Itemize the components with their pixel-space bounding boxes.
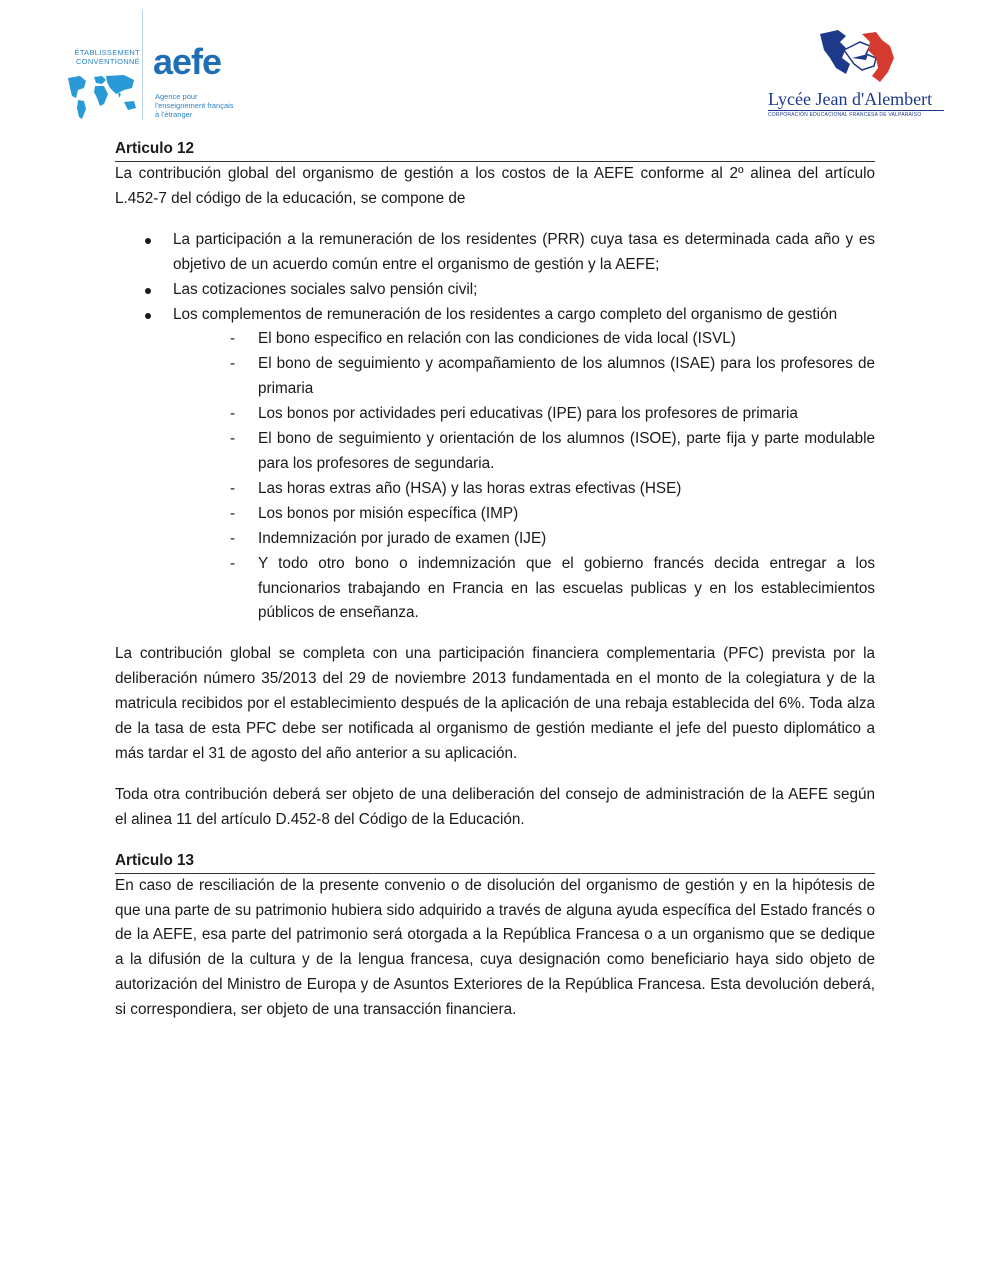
dash-icon: - (230, 529, 236, 547)
list-item (115, 527, 875, 552)
etablissement-label (58, 48, 140, 66)
list-item (115, 502, 875, 527)
bullet-text: Las cotizaciones sociales salvo pensión civil; (173, 280, 478, 298)
sub-item-text: Los bonos por misión específica (IMP) (258, 504, 519, 522)
sub-item-text: Las horas extras año (HSA) y las horas extras efectivas (HSE) (258, 479, 682, 497)
spacer (115, 833, 875, 849)
dash-icon: - (230, 355, 236, 373)
lycee-name: Lycée Jean d'Alembert (768, 89, 933, 109)
lycee-emblem-icon (816, 28, 900, 86)
aefe-logo (58, 10, 248, 122)
list-item (115, 327, 875, 352)
etablissement-line-2: CONVENTIONNÉ (75, 57, 140, 66)
bullet-text: Los complementos de remuneración de los residentes a cargo completo del organismo de gestión (173, 305, 838, 323)
article-12-intro: La contribución global del organismo de gestión a los costos de la AEFE conforme al 2º alinea del artículo L.452-7 del código de la educación, se compone de (115, 165, 875, 207)
lycee-subtitle: CORPORACIÓN EDUCACIONAL FRANCESA DE VALPARAÍSO (768, 112, 922, 118)
dash-icon: - (230, 430, 236, 448)
article-12-heading: Articulo 12 (115, 137, 875, 162)
sub-item-text: Indemnización por jurado de examen (IJE) (258, 529, 547, 547)
document-body (115, 137, 875, 1023)
aefe-tagline (155, 92, 234, 119)
article-12-other-paragraph: Toda otra contribución deberá ser objeto de una deliberación del consejo de administración de la AEFE según el alinea 11 del artículo D.452-8 del Código de la Educación. (115, 785, 875, 828)
sub-item-text: El bono de seguimiento y acompañamiento de los alumnos (ISAE) para los profesores de primaria (258, 355, 875, 398)
spacer (115, 626, 875, 642)
dash-icon: - (230, 504, 236, 522)
bullet-icon (145, 288, 151, 294)
lycee-logo (764, 28, 949, 120)
list-item (115, 552, 875, 627)
dash-icon: - (230, 554, 236, 572)
list-item (115, 228, 875, 278)
article-12-pfc-paragraph: La contribución global se completa con una participación financiera complementaria (PFC) prevista por la deliberación número 35/2013 del 29 de noviembre 2013 fundamentada en el monto de la colegiatura y de la matricula recibidos por el establecimiento después de la aplicación de una rebaja establecida del 6%. Toda alza de la tasa de esta PFC debe ser notificada al organismo de gestión mediante el jefe del puesto diplomático a más tardar el 31 de agosto del año anterior a su aplicación. (115, 645, 875, 762)
tagline-line-2: l'enseignement français (155, 101, 234, 110)
list-item (115, 427, 875, 477)
article-12-sub-list (115, 327, 875, 626)
bullet-icon (145, 313, 151, 319)
list-item (115, 477, 875, 502)
logo-divider (142, 10, 143, 120)
world-map-icon (62, 72, 142, 124)
spacer (115, 767, 875, 783)
article-12-bullet-list (115, 228, 875, 328)
dash-icon: - (230, 405, 236, 423)
tagline-line-1: Agence pour (155, 92, 198, 101)
list-item (115, 402, 875, 427)
etablissement-line-1: ÉTABLISSEMENT (74, 48, 140, 57)
sub-item-text: El bono de seguimiento y orientación de los alumnos (ISOE), parte fija y parte modulable para los profesores de segundaria. (258, 430, 875, 472)
aefe-brand: aefe (153, 41, 222, 82)
tagline-line-3: à l'étranger (155, 110, 193, 119)
article-13-heading: Articulo 13 (115, 849, 875, 874)
list-item (115, 352, 875, 402)
sub-item-text: Los bonos por actividades peri educativas (IPE) para los profesores de primaria (258, 405, 798, 423)
article-13-body: En caso de resciliación de la presente convenio o de disolución del organismo de gestión y en la hipótesis de que una parte de su patrimonio hubiera sido adquirido a través de alguna ayuda específica del Estado francés o de la AEFE, esa parte del patrimonio será otorgada a la República Francesa o a un organismo que se dedique a la difusión de la cultura y de la lengua francesa, cuya designación como beneficiario haya sido objeto de autorización del Ministro de Europa y de Asuntos Exteriores de la República Francesa. Esta devolución deberá, si correspondiera, ser objeto de una transacción financiera. (115, 876, 875, 1019)
bullet-icon (145, 238, 151, 244)
list-item (115, 278, 875, 303)
bullet-text: La participación a la remuneración de los residentes (PRR) cuya tasa es determinada cada año y es objetivo de un acuerdo común entre el organismo de gestión y la AEFE; (173, 230, 875, 273)
dash-icon: - (230, 330, 236, 348)
sub-item-text: El bono especifico en relación con las condiciones de vida local (ISVL) (258, 330, 736, 348)
sub-item-text: Y todo otro bono o indemnización que el gobierno francés decida entregar a los funcionarios trabajando en Francia en las escuelas publicas y en los establecimientos públicos de enseñanza. (258, 554, 875, 622)
dash-icon: - (230, 479, 236, 497)
list-item (115, 303, 875, 328)
lycee-rule (768, 110, 944, 111)
